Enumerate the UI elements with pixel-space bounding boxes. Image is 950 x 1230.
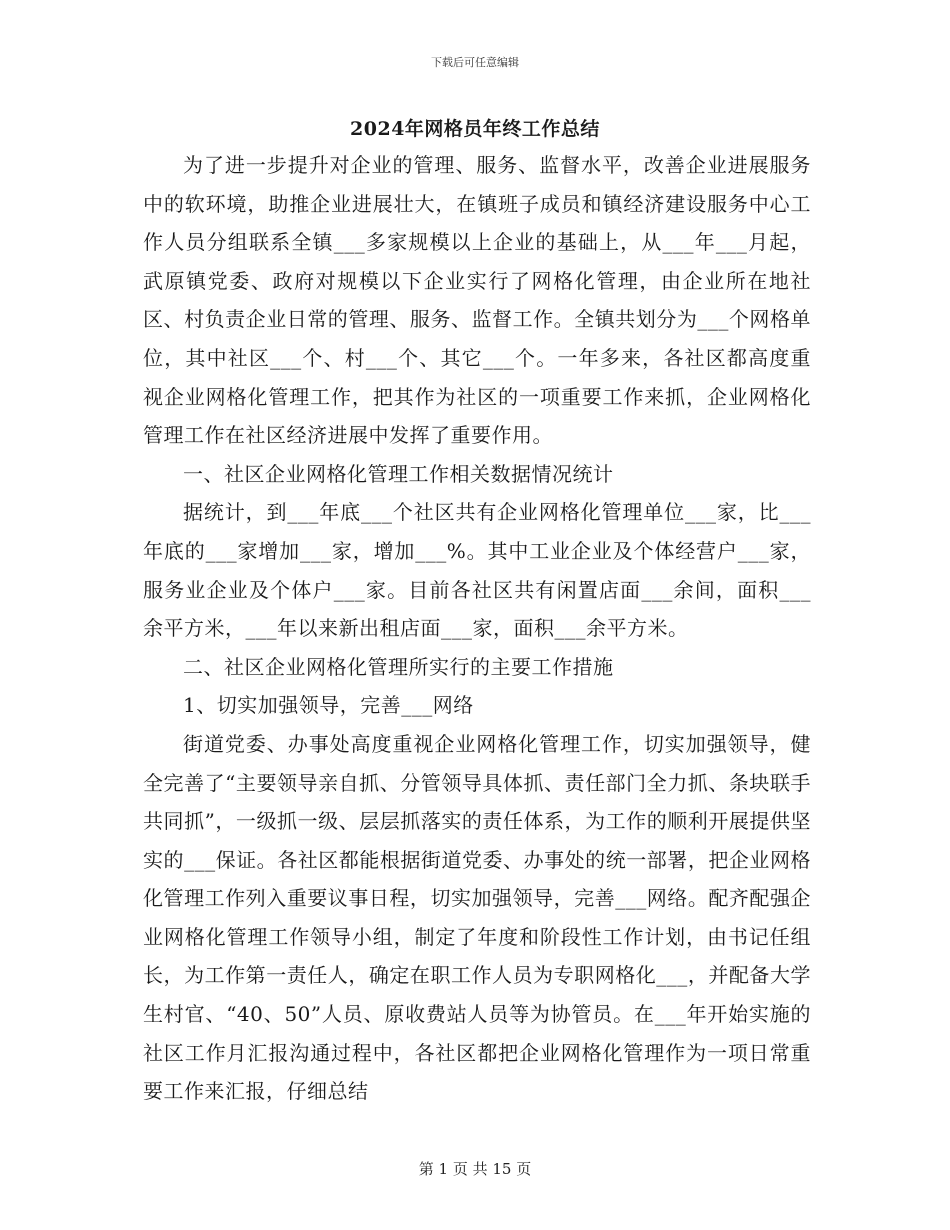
paragraph-leadership: 街道党委、办事处高度重视企业网格化管理工作，切实加强领导，健全完善了“主要领导亲自抓、分管领导具体抓、责任部门全力抓、条块联手共同抓”，一级抓一级、层层抓落实的责任体系，为工作的顺利开展提供坚实的___保证。各社区都能根据街道党委、办事处的统一部署，把企业网格化管理工作列入重要议事日程，切实加强领导，完善___网络。配齐配强企业网格化管理工作领导小组，制定了年度和阶段性工作计划，由书记任组长，为工作第一责任人，确定在职工作人员为专职网格化___，并配备大学生村官、“40、50”人员、原收费站人员等为协管员。在___年开始实施的社区工作月汇报沟通过程中，各社区都把企业网格化管理作为一项日常重要工作来汇报，仔细总结 [143,731,811,1104]
paragraph-intro: 为了进一步提升对企业的管理、服务、监督水平，改善企业进展服务中的软环境，助推企业进展壮大，在镇班子成员和镇经济建设服务中心工作人员分组联系全镇___多家规模以上企业的基础上，从___年___月起，武原镇党委、政府对规模以下企业实行了网格化管理，由企业所在地社区、村负责企业日常的管理、服务、监督工作。全镇共划分为___个网格单位，其中社区___个、村___个、其它___个。一年多来，各社区都高度重视企业网格化管理工作，把其作为社区的一项重要工作来抓，企业网格化管理工作在社区经济进展中发挥了重要作用。 [143,153,811,448]
document-title: 2024年网格员年终工作总结 [350,118,600,140]
header-note: 下载后可任意编辑 [431,56,519,69]
section-heading-2: 二、社区企业网格化管理所实行的主要工作措施 [183,654,614,679]
subsection-heading-1: 1、切实加强领导，完善___网络 [183,693,474,718]
page-number: 第 1 页 共 15 页 [418,1160,532,1178]
paragraph-statistics: 据统计，到___年底___个社区共有企业网格化管理单位___家，比___年底的___家增加___家，增加___%。其中工业企业及个体经营户___家，服务业企业及个体户___家。目前各社区共有闲置店面___余间，面积___余平方米，___年以来新出租店面___家，面积___余平方米。 [143,500,811,641]
document-body [143,146,811,1111]
section-heading-1: 一、社区企业网格化管理工作相关数据情况统计 [183,461,614,486]
